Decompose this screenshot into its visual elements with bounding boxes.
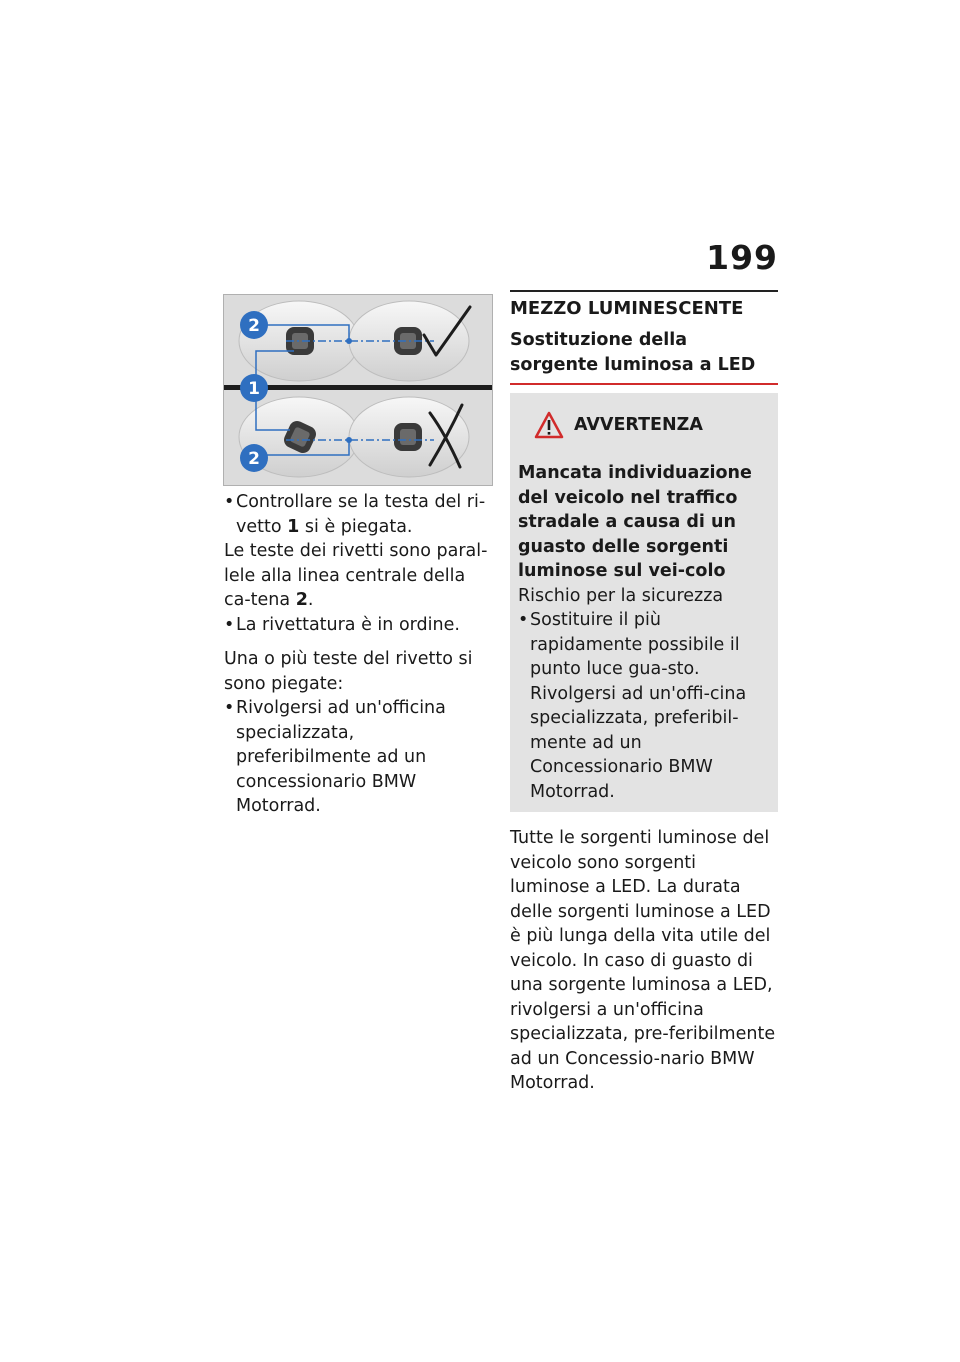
svg-text:2: 2 [248,449,260,469]
led-body-text: Tutte le sorgenti luminose del veicolo sono sorgenti luminose a LED. La durata delle sorgenti luminose a LED è più lunga della vita utile del veicolo. In caso di guasto di una sorgente luminosa a LED, rivolgersi a un'officina specializzata, pre-feribilmente ad un Concessio-nario BMW Motorrad. [510,828,776,1093]
callout-2-bottom [240,444,268,472]
paragraph-parallel: Le teste dei rivetti sono paral-lele alla linea centrale della ca-tena 2. [224,541,488,610]
section-title: MEZZO LUMINESCENTE [510,290,778,322]
warning-triangle-icon [534,411,564,439]
warning-label: AVVERTENZA [574,414,703,435]
chain-rivet-illustration [224,295,492,485]
svg-text:1: 1 [248,379,260,399]
subsection-title: Sostituzione della sorgente luminosa a LED [510,328,778,385]
bullet-check-rivet: • Controllare se la testa del ri-vetto 1 si è piegata. [224,490,492,539]
svg-text:2: 2 [248,316,260,336]
left-column [224,490,492,819]
warning-header [534,403,770,447]
page-number: 199 [706,238,778,277]
warning-box [510,393,778,812]
bullet-workshop: • Rivolgersi ad un'officina specializzata, preferibilmente ad un concessionario BMW Motorrad. [224,696,492,819]
warning-risk: Rischio per la sicurezza [518,585,724,606]
chain-rivet-figure [223,294,493,486]
bullet-ok: • La rivettatura è in ordine. [224,613,492,638]
right-column [510,290,778,1096]
paragraph-bent: Una o più teste del rivetto si sono piegate: [224,649,473,694]
warning-heading: Mancata individuazione del veicolo nel traffico stradale a causa di un guasto delle sorgenti luminose sul vei-colo [518,463,752,581]
ref-2: 2 [295,590,308,610]
warning-action: • Sostituire il più rapidamente possibile il punto luce gua-sto. Rivolgersi ad un'offi-cina specializzata, preferibil-mente ad un Concessionario BMW Motorrad. [518,608,770,804]
callout-1 [240,374,268,402]
ref-1: 1 [287,516,300,537]
callout-2-top [240,311,268,339]
